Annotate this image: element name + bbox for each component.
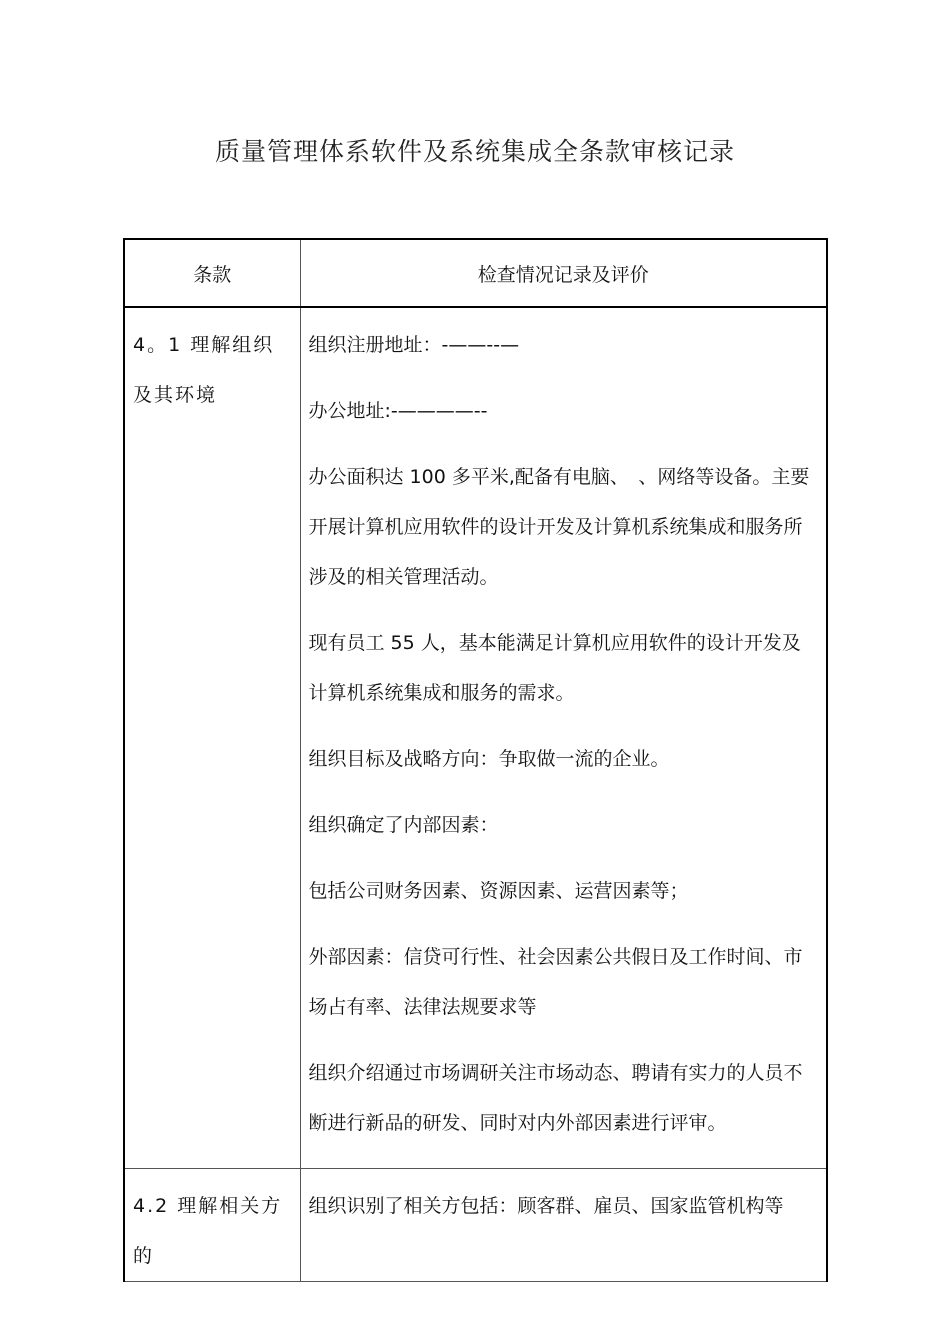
record-paragraph: 组织介绍通过市场调研关注市场动态、聘请有实力的人员不断进行新品的研发、同时对内外部因素进行评审。 [308, 1062, 803, 1134]
header-record: 检查情况记录及评价 [300, 239, 827, 307]
record-paragraph: 组织确定了内部因素： [308, 814, 499, 836]
record-paragraph: 组织注册地址：-——--— [308, 334, 520, 356]
clause-cell: 4.2 理解相关方的 [124, 1169, 300, 1282]
record-paragraph: 现有员工 55 人，基本能满足计算机应用软件的设计开发及计算机系统集成和服务的需求。 [308, 632, 801, 704]
record-paragraph: 办公面积达 100 多平米,配备有电脑、 、网络等设备。主要开展计算机应用软件的设计开发及计算机系统集成和服务所涉及的相关管理活动。 [308, 466, 810, 588]
record-paragraph: 外部因素：信贷可行性、社会因素公共假日及工作时间、市场占有率、法律法规要求等 [308, 946, 803, 1018]
document-title: 质量管理体系软件及系统集成全条款审核记录 [214, 137, 735, 166]
record-paragraph: 办公地址:-————-- [308, 400, 488, 422]
table-row [124, 307, 827, 1169]
record-paragraph: 组织识别了相关方包括：顾客群、雇员、国家监管机构等 [308, 1195, 784, 1217]
header-clause: 条款 [124, 239, 300, 307]
table-header-row [124, 239, 827, 307]
record-paragraph: 包括公司财务因素、资源因素、运营因素等； [308, 880, 689, 902]
table-row [124, 1169, 827, 1282]
audit-record-table [123, 238, 828, 1282]
clause-cell: 4。1 理解组织及其环境 [124, 307, 300, 1169]
record-cell [300, 307, 827, 1169]
record-paragraph: 组织目标及战略方向：争取做一流的企业。 [308, 748, 670, 770]
record-cell [300, 1169, 827, 1282]
